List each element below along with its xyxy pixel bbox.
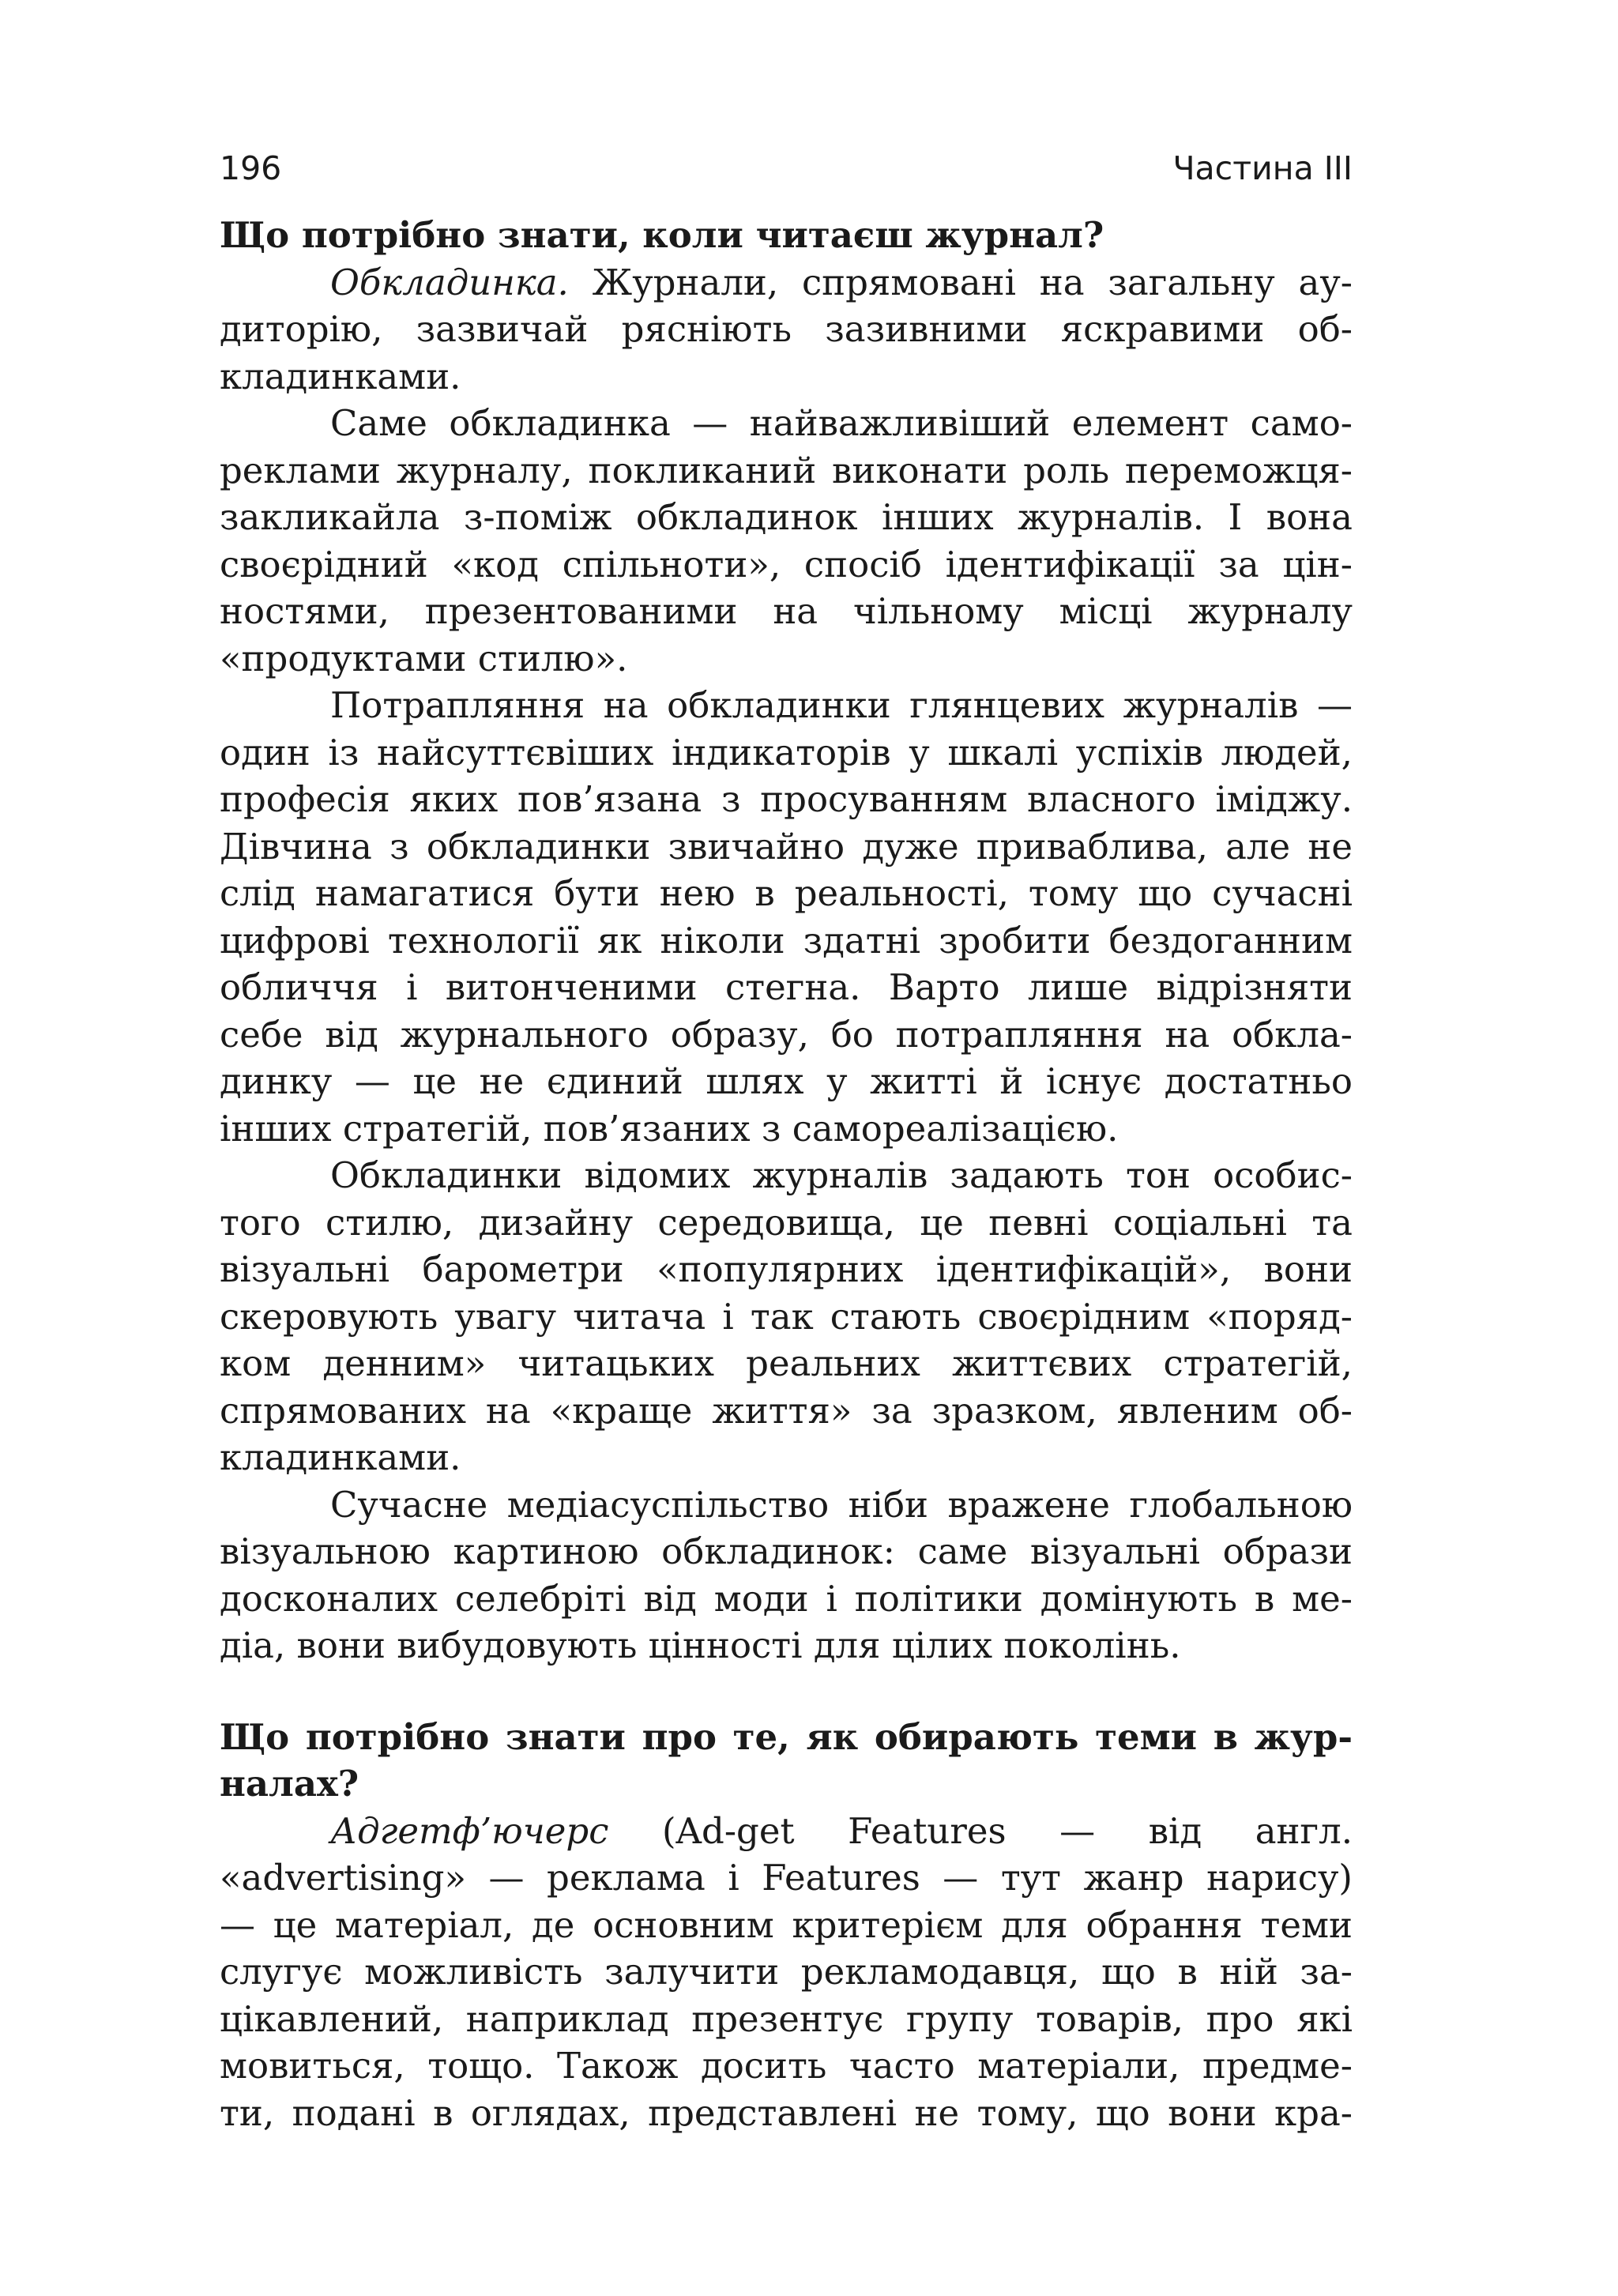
paragraph-line: ностями, презентованими на чільному місці журналу (220, 590, 1353, 632)
paragraph-line: своєрідний «код спільноти», спосіб ідентифікації за цін- (220, 543, 1353, 585)
paragraph-line: динку — це не єдиний шлях у житті й існує достатньо (220, 1060, 1353, 1102)
paragraph-line: того стилю, дизайну середовища, це певні соціальні та (220, 1201, 1353, 1244)
paragraph-line: «advertising» — реклама і Features — тут жанр нарису) (220, 1857, 1353, 1899)
section-heading-choosing-topics (220, 1714, 1353, 1808)
heading-line: Що потрібно знати, коли читаєш журнал? (220, 214, 1104, 256)
paragraph-line: спрямованих на «краще життя» за зразком, явленим об- (220, 1389, 1353, 1432)
page-number: 196 (220, 149, 282, 187)
paragraph-line: Адгетф’ючерс (Ad-get Features — від англ. (330, 1809, 1353, 1852)
paragraph-line: візуальні барометри «популярних ідентифікацій», вони (220, 1248, 1353, 1290)
paragraph-line: досконалих селебріті від моди і політики домінують в ме- (220, 1577, 1353, 1620)
paragraph-line: Обкладинки відомих журналів задають тон особис- (330, 1154, 1353, 1196)
paragraph-line: кладинками. (220, 355, 461, 397)
paragraph-line: Дівчина з обкладинки звичайно дуже приваблива, але не (220, 825, 1353, 868)
paragraph-famous-covers (220, 1152, 1353, 1481)
running-head (220, 148, 1353, 189)
paragraph-line: професія яких пов’язана з просуванням власного іміджу. (220, 778, 1353, 820)
paragraph-line: закликайла з-поміж обкладинок інших журналів. І вона (220, 496, 1353, 538)
term-ad-get-features: Адгетф’ючерс (330, 1809, 609, 1852)
paragraph-line: слугує можливість залучити рекламодавця, що в ній за- (220, 1951, 1353, 1993)
page-body (220, 212, 1353, 2136)
paragraph-line: кладинками. (220, 1436, 461, 1478)
paragraph-line: цікавлений, наприклад презентує групу товарів, про які (220, 1997, 1353, 2040)
heading-line: налах? (220, 1763, 359, 1805)
paragraph-line: Сучасне медіасуспільство ніби вражене глобальною (330, 1483, 1353, 1526)
paragraph-line: мовиться, тощо. Також досить часто матеріали, предме- (220, 2045, 1353, 2087)
paragraph-line: «продуктами стилю». (220, 637, 628, 679)
section-gap (220, 1669, 1353, 1714)
paragraph-line: Потрапляння на обкладинки глянцевих журналів — (330, 684, 1353, 726)
paragraph-glossy-covers (220, 682, 1353, 1152)
paragraph-cover-self-advertising (220, 400, 1353, 682)
paragraph-line: цифрові технології як ніколи здатні зробити бездоганним (220, 919, 1353, 962)
paragraph-line: інших стратегій, пов’язаних з самореалізацією. (220, 1107, 1119, 1150)
term-cover: Обкладинка. (330, 261, 569, 303)
paragraph-line: обличчя і витонченими стегна. Варто лише відрізняти (220, 966, 1353, 1008)
paragraph-line: скеровують увагу читача і так стають своєрідним «поряд- (220, 1295, 1353, 1338)
paragraph-line: Обкладинка. Журнали, спрямовані на загальну ау- (330, 261, 1353, 303)
paragraph-line: один із найсуттєвіших індикаторів у шкалі успіхів людей, (220, 731, 1353, 773)
section-heading-reading-magazine (220, 212, 1353, 259)
heading-line: Що потрібно знати про те, як обирають теми в жур- (220, 1715, 1353, 1758)
paragraph-ad-get-features (220, 1808, 1353, 2137)
paragraph-line: реклами журналу, покликаний виконати роль переможця- (220, 449, 1353, 491)
running-head-section: Частина III (1172, 149, 1353, 187)
paragraph-line: диторію, зазвичай рясніють зазивними яскравими об- (220, 308, 1353, 350)
paragraph-line: ком денним» читацьких реальних життєвих стратегій, (220, 1342, 1353, 1384)
paragraph-line: — це матеріал, де основним критерієм для обрання теми (220, 1903, 1353, 1946)
paragraph-line: візуальною картиною обкладинок: саме візуальні образи (220, 1530, 1353, 1572)
paragraph-line: Саме обкладинка — найважливіший елемент само- (330, 402, 1353, 444)
paragraph-line: себе від журнального образу, бо потрапляння на обкла- (220, 1013, 1353, 1056)
paragraph-line: діа, вони вибудовують цінності для цілих поколінь. (220, 1624, 1181, 1666)
paragraph-line: слід намагатися бути нею в реальності, тому що сучасні (220, 872, 1353, 914)
paragraph-media-society (220, 1481, 1353, 1669)
paragraph-line: ти, подані в оглядах, представлені не тому, що вони кра- (220, 2091, 1353, 2134)
paragraph-cover (220, 259, 1353, 401)
